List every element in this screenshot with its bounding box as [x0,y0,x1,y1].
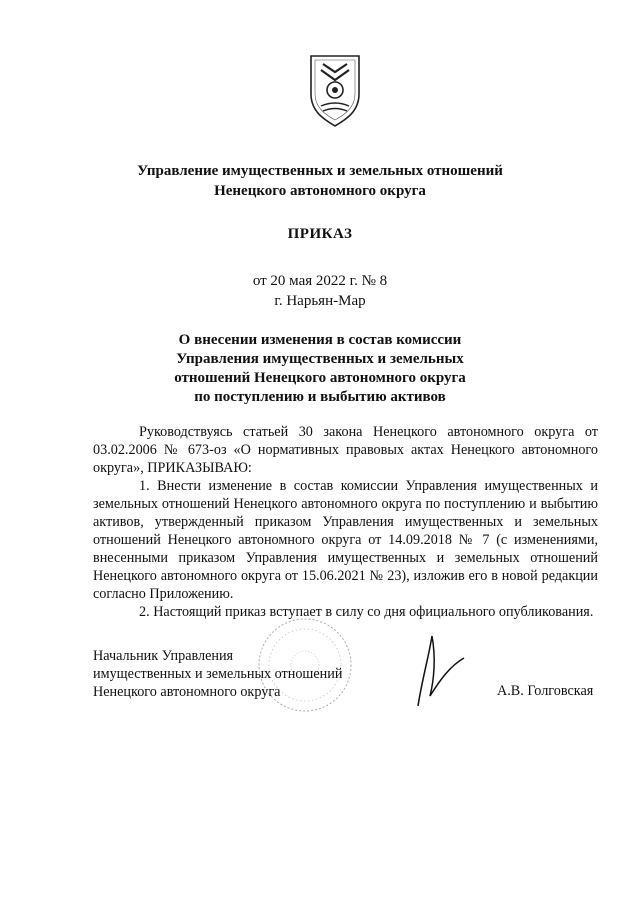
document-body [93,423,598,621]
document-city: г. Нарьян-Мар [274,293,366,309]
signer-position-line-1: Начальник Управления [93,648,234,664]
document-date: от 20 мая 2022 г. № 8 [252,273,388,289]
signer-position-line-2: имущественных и земельных отношений [93,666,343,682]
coat-of-arms-icon [305,50,365,128]
organization-name [0,161,640,201]
document-type: ПРИКАЗ [287,226,353,242]
document-date-block [0,271,640,311]
subject-line-4: по поступлению и выбытию активов [194,389,446,405]
signer-name: А.В. Голговская [497,683,594,699]
org-line-1: Управление имущественных и земельных отношений [137,163,503,179]
body-paragraph-3: 2. Настоящий приказ вступает в силу со дня официального опубликования. [139,604,594,620]
subject-line-1: О внесении изменения в состав комиссии [178,332,462,348]
signer-position-line-3: Ненецкого автономного округа [93,684,281,700]
subject-line-2: Управления имущественных и земельных [176,351,464,367]
body-paragraph-1: Руководствуясь статьей 30 закона Ненецкого автономного округа от 03.02.2006 № 673-оз «О нормативных правовых актах Ненецкого автономного округа», ПРИКАЗЫВАЮ: [93,424,598,476]
handwritten-signature-icon [410,630,470,710]
signature-block [93,647,342,701]
document-subject [0,331,640,407]
subject-line-3: отношений Ненецкого автономного округа [174,370,466,386]
org-line-2: Ненецкого автономного округа [214,183,426,199]
body-paragraph-2: 1. Внести изменение в состав комиссии Управления имущественных и земельных отношений Ненецкого автономного округа по поступлению и выбытию активов, утвержденный приказом Управления имущественных и земельных отношений Ненецкого автономного округа от 14.09.2018 № 7 (с изменениями, внесенными приказом Управления имущественных и земельных отношений Ненецкого автономного округа от 15.06.2021 № 23), изложив его в новой редакции согласно Приложению. [93,478,598,602]
